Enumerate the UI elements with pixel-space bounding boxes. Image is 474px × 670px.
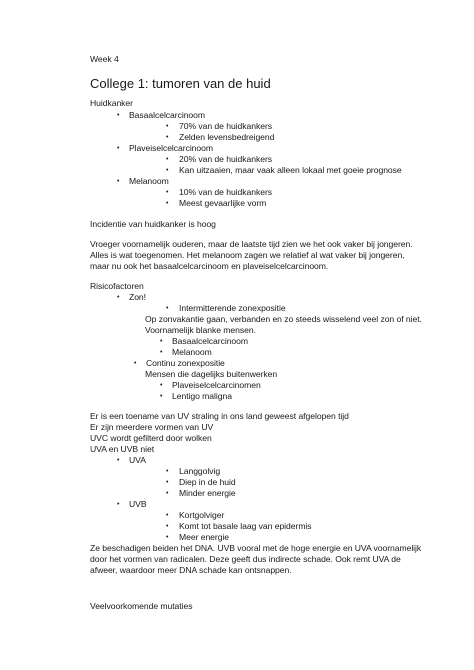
bullet-icon: • bbox=[166, 479, 169, 486]
list-item: Lentigo maligna bbox=[172, 391, 232, 401]
paragraph-line: Voornamelijk blanke mensen. bbox=[145, 325, 256, 335]
page-title: College 1: tumoren van de huid bbox=[90, 76, 271, 91]
paragraph-line: maar nu ook het basaalcelcarcinoom en plaveiselcelcarcinoom. bbox=[90, 261, 329, 271]
bullet-icon: • bbox=[166, 200, 169, 207]
bullet-icon: • bbox=[166, 468, 169, 475]
week-label: Week 4 bbox=[90, 54, 119, 64]
list-item: Intermitterende zonexpositie bbox=[179, 303, 286, 313]
section-heading: Veelvoorkomende mutaties bbox=[90, 601, 193, 611]
list-item: Continu zonexpositie bbox=[146, 358, 225, 368]
bullet-icon: • bbox=[166, 305, 169, 312]
list-item: Plaveiselcelcarcinomen bbox=[172, 380, 261, 390]
paragraph-line: Ze beschadigen beiden het DNA. UVB vooral met de hoge energie en UVA voornamelijk bbox=[90, 543, 422, 553]
paragraph-line: Incidentie van huidkanker is hoog bbox=[90, 219, 216, 229]
list-item: UVA bbox=[129, 455, 146, 465]
section-heading: Huidkanker bbox=[90, 98, 133, 108]
list-item: 70% van de huidkankers bbox=[179, 121, 273, 131]
list-item: Meer energie bbox=[179, 532, 230, 542]
bullet-icon: • bbox=[117, 145, 120, 152]
bullet-icon: • bbox=[117, 501, 120, 508]
bullet-icon: • bbox=[166, 134, 169, 141]
list-item: Basaalcelcarcinoom bbox=[172, 336, 249, 346]
bullet-icon: • bbox=[117, 178, 120, 185]
bullet-icon: • bbox=[166, 490, 169, 497]
bullet-icon: • bbox=[166, 512, 169, 519]
bullet-icon: • bbox=[117, 294, 120, 301]
list-item: Diep in de huid bbox=[179, 477, 236, 487]
paragraph-line: door het vormen van radicalen. Deze geeft dus indirecte schade. Ook remt UVA de bbox=[90, 554, 401, 564]
list-item: Melanoom bbox=[129, 176, 169, 186]
list-item: Komt tot basale laag van epidermis bbox=[179, 521, 312, 531]
bullet-icon: • bbox=[166, 167, 169, 174]
paragraph-line: Alles is wat toegenomen. Het melanoom zagen we relatief al wat vaker bij jongeren, bbox=[90, 250, 405, 260]
bullet-icon: • bbox=[166, 156, 169, 163]
paragraph-line: afweer, waardoor meer DNA schade kan ontsnappen. bbox=[90, 565, 292, 575]
bullet-icon: • bbox=[166, 523, 169, 530]
paragraph-line: Op zonvakantie gaan, verbanden en zo steeds wisselend veel zon of niet. bbox=[145, 314, 422, 324]
list-item: Melanoom bbox=[172, 347, 212, 357]
list-item: UVB bbox=[129, 499, 147, 509]
bullet-icon: • bbox=[166, 534, 169, 541]
list-item: 10% van de huidkankers bbox=[179, 187, 273, 197]
list-item: Plaveiselcelcarcinoom bbox=[129, 143, 213, 153]
section-heading: Risicofactoren bbox=[90, 281, 144, 291]
paragraph-line: Er is een toename van UV straling in ons land geweest afgelopen tijd bbox=[90, 411, 349, 421]
list-item: Langgolvig bbox=[179, 466, 221, 476]
paragraph-line: UVC wordt gefilterd door wolken bbox=[90, 433, 212, 443]
list-item: Kortgolviger bbox=[179, 510, 225, 520]
bullet-icon: • bbox=[166, 123, 169, 130]
list-item: Meest gevaarlijke vorm bbox=[179, 198, 267, 208]
list-item: Basaalcelcarcinoom bbox=[129, 110, 206, 120]
bullet-icon: • bbox=[160, 338, 163, 345]
bullet-icon: • bbox=[117, 112, 120, 119]
list-item: Zelden levensbedreigend bbox=[179, 132, 275, 142]
bullet-icon: • bbox=[160, 349, 163, 356]
paragraph-line: UVA en UVB niet bbox=[90, 444, 155, 454]
list-item: Minder energie bbox=[179, 488, 236, 498]
list-item: Kan uitzaaien, maar vaak alleen lokaal met goeie prognose bbox=[179, 165, 402, 175]
bullet-icon: • bbox=[160, 382, 163, 389]
list-item: Zon! bbox=[129, 292, 146, 302]
bullet-icon: • bbox=[166, 189, 169, 196]
bullet-icon: • bbox=[160, 393, 163, 400]
paragraph-line: Vroeger voornamelijk ouderen, maar de laatste tijd zien we het ook vaker bij jongeren. bbox=[90, 239, 413, 249]
paragraph-line: Er zijn meerdere vormen van UV bbox=[90, 422, 214, 432]
paragraph-line: Mensen die dagelijks buitenwerken bbox=[145, 369, 278, 379]
list-item: 20% van de huidkankers bbox=[179, 154, 273, 164]
bullet-icon: • bbox=[134, 360, 137, 367]
bullet-icon: • bbox=[117, 457, 120, 464]
